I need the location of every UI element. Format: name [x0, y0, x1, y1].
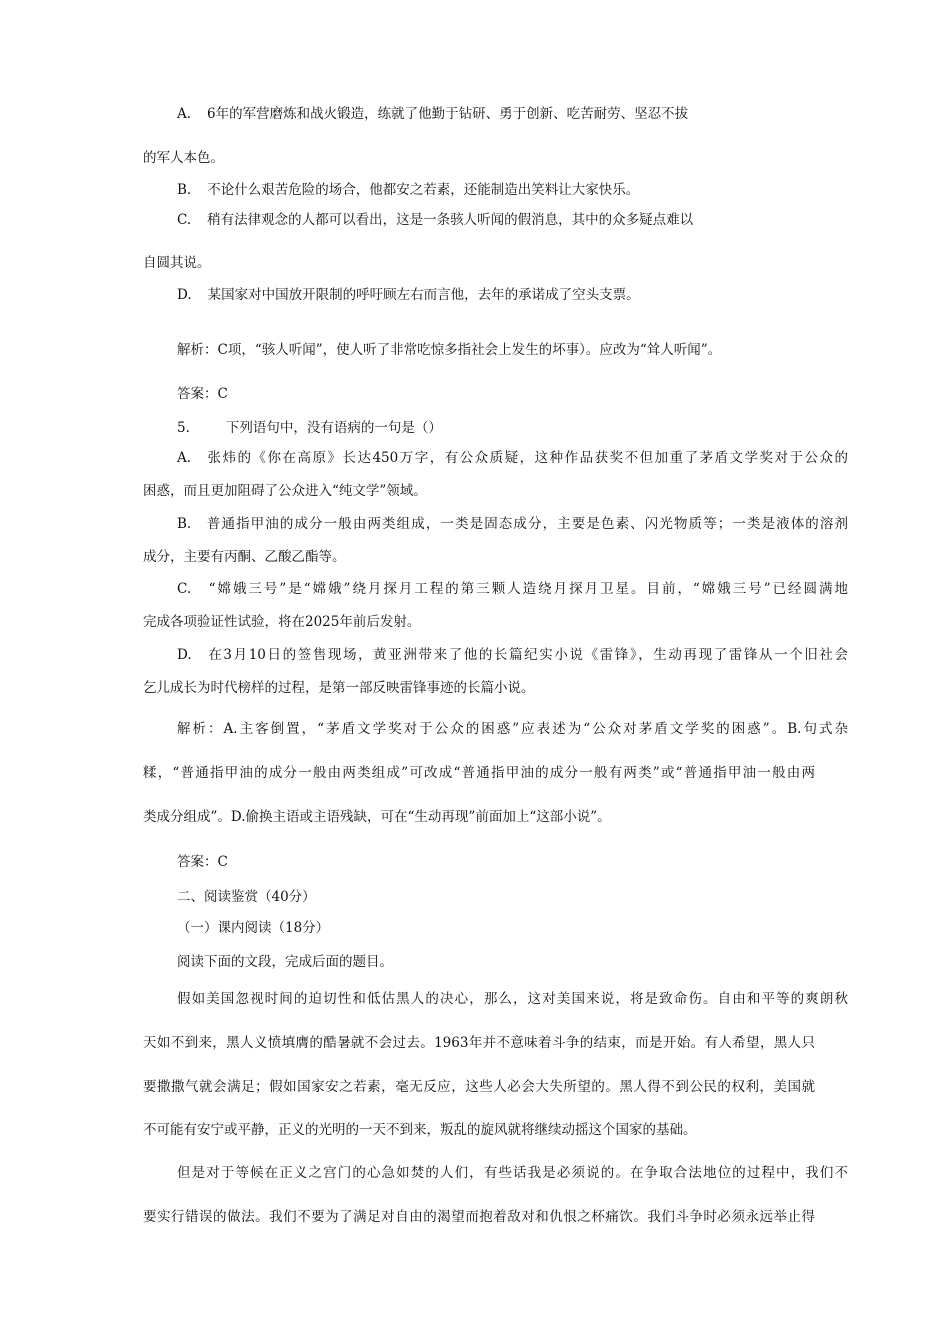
- option-text: 6年的军营磨炼和战火锻造，练就了他勤于钻研、勇于创新、吃苦耐劳、坚忍不拔: [207, 106, 689, 122]
- question-text: 下列语句中，没有语病的一句是（）: [225, 420, 442, 436]
- section-heading: 二、阅读鉴赏（40分）: [177, 889, 316, 905]
- q4-option-c-line2: 自圆其说。: [143, 255, 211, 271]
- option-label: C.: [177, 212, 192, 228]
- section-subheading: （一）课内阅读（18分）: [177, 920, 330, 936]
- passage-p1-line3: 要撒撒气就会满足；假如国家安之若素，毫无反应，这些人必会大失所望的。黑人得不到公民的权利，美国就: [143, 1079, 815, 1095]
- q4-option-b: [177, 180, 639, 200]
- passage-p1-line4: 不可能有安宁或平静，正义的光明的一天不到来，叛乱的旋风就将继续动摇这个国家的基础。: [143, 1122, 697, 1138]
- q5-option-a-line1: A. 张炜的《你在高原》长达450万字，有公众质疑，这种作品获奖不但加重了茅盾文学奖对于公众的: [177, 450, 848, 466]
- q4-answer: 答案：C: [177, 386, 228, 402]
- passage-p1-line2: 天如不到来，黑人义愤填膺的酷暑就不会过去。1963年并不意味着斗争的结束，而是开始。有人希望，黑人只: [143, 1035, 815, 1051]
- option-text: 稍有法律观念的人都可以看出，这是一条骇人听闻的假消息，其中的众多疑点难以: [207, 212, 694, 228]
- q5-option-d-line1: D. 在3月10日的签售现场，黄亚洲带来了他的长篇纪实小说《雷锋》，生动再现了雷锋从一个旧社会: [177, 647, 848, 663]
- q4-option-d: [177, 285, 640, 305]
- passage-p1-line1: 假如美国忽视时间的迫切性和低估黑人的决心，那么，这对美国来说，将是致命伤。自由和平等的爽朗秋: [177, 991, 848, 1007]
- q4-option-a-line2: 的军人本色。: [143, 150, 224, 166]
- q5-answer: 答案：C: [177, 854, 228, 870]
- q5-stem: [177, 418, 442, 438]
- q5-analysis-line3: 类成分组成”。D.偷换主语或主语残缺，可在“生动再现”前面加上“这部小说”。: [143, 809, 611, 825]
- q5-option-c-line2: 完成各项验证性试验，将在2025年前后发射。: [143, 614, 421, 630]
- q5-option-d-line2: 乞儿成长为时代榜样的过程，是第一部反映雷锋事迹的长篇小说。: [143, 680, 535, 696]
- q5-option-a-line2: 困惑，而且更加阻碍了公众进入“纯文学”领域。: [143, 483, 427, 499]
- option-label: A.: [177, 106, 192, 122]
- q5-analysis-line2: 糅，“普通指甲油的成分一般由两类组成”可改成“普通指甲油的成分一般有两类”或“普通指甲油一般由两: [143, 765, 815, 781]
- option-text: 某国家对中国放开限制的呼吁顾左右而言他，去年的承诺成了空头支票。: [207, 287, 640, 303]
- q4-analysis: 解析：C项，“骇人听闻”，使人听了非常吃惊多指社会上发生的坏事）。应改为“耸人听闻”。: [177, 342, 722, 358]
- reading-instruction: 阅读下面的文段，完成后面的题目。: [177, 954, 393, 970]
- q5-analysis-line1: 解析：A.主客倒置，“茅盾文学奖对于公众的困惑”应表述为“公众对茅盾文学奖的困惑”。B.句式杂: [177, 721, 848, 737]
- option-label: B.: [177, 182, 192, 198]
- q5-option-b-line1: B. 普通指甲油的成分一般由两类组成，一类是固态成分，主要是色素、闪光物质等；一类是液体的溶剂: [177, 516, 848, 532]
- q5-option-c-line1: C. “嫦娥三号”是“嫦娥”绕月探月工程的第三颗人造绕月探月卫星。目前，“嫦娥三号”已经圆满地: [177, 581, 848, 597]
- option-text: 不论什么艰苦危险的场合，他都安之若素，还能制造出笑料让大家快乐。: [207, 182, 640, 198]
- passage-p2-line1: 但是对于等候在正义之宫门的心急如焚的人们，有些话我是必须说的。在争取合法地位的过程中，我们不: [177, 1165, 848, 1181]
- question-number: 5.: [177, 420, 190, 436]
- q4-option-c-line1: [177, 210, 693, 230]
- passage-p2-line2: 要实行错误的做法。我们不要为了满足对自由的渴望而抱着敌对和仇恨之杯痛饮。我们斗争时必须永远举止得: [143, 1209, 815, 1225]
- q5-option-b-line2: 成分，主要有丙酮、乙酸乙酯等。: [143, 549, 346, 565]
- q4-option-a-line1: [177, 104, 688, 124]
- option-label: D.: [177, 287, 192, 303]
